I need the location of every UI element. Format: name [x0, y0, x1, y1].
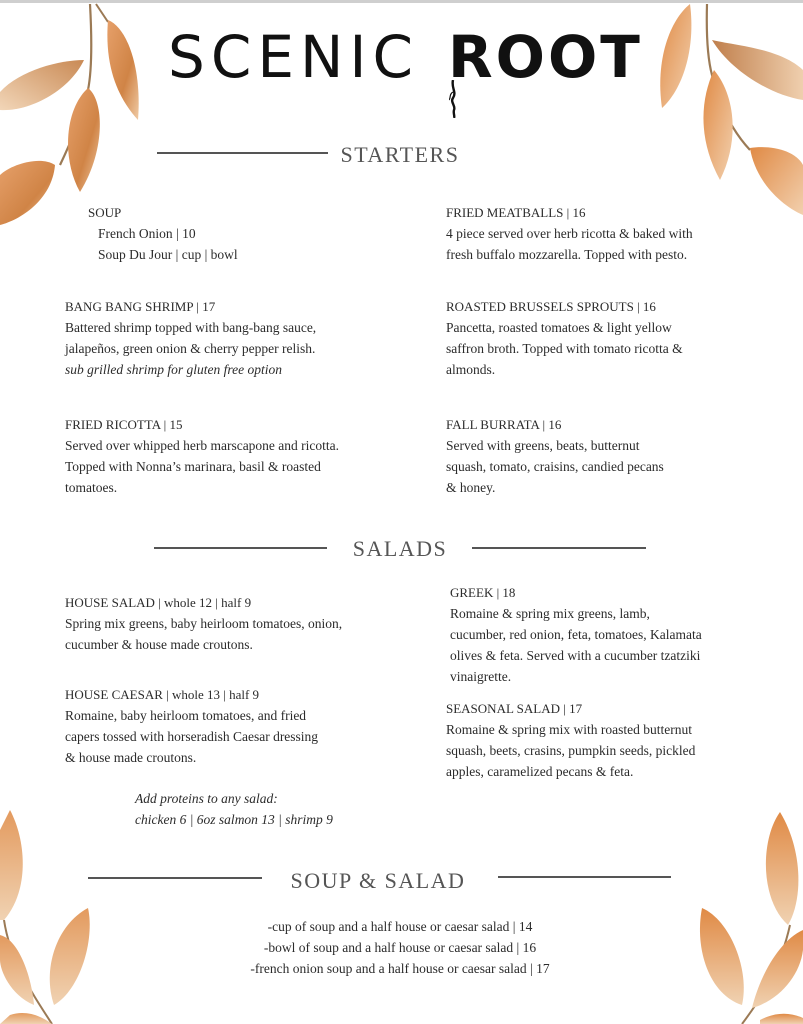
item-desc-line: fresh buffalo mozzarella. Topped with pesto. — [446, 247, 688, 262]
soup-salad-combos — [160, 916, 640, 979]
menu-item-house-caesar — [65, 684, 318, 768]
menu-item-house-salad — [65, 592, 342, 655]
leaf-branch-bottom-right-icon — [690, 800, 803, 1024]
item-desc-line: squash, tomato, craisins, candied pecans — [446, 459, 664, 474]
menu-item-roasted-brussels-sprouts — [446, 296, 683, 380]
menu-item-fried-ricotta — [65, 414, 339, 498]
starters-rule-left — [157, 152, 328, 154]
item-name: FRIED RICOTTA | 15 — [65, 417, 183, 432]
item-desc-line: squash, beets, crasins, pumpkin seeds, pickled — [446, 743, 696, 758]
combo-bowl: -bowl of soup and a half house or caesar salad | 16 — [263, 940, 537, 955]
item-desc-line: vinaigrette. — [450, 669, 512, 684]
item-name: HOUSE CAESAR | whole 13 | half 9 — [65, 687, 260, 702]
soup-salad-rule-left — [88, 877, 262, 879]
proteins-options: chicken 6 | 6oz salmon 13 | shrimp 9 — [135, 812, 333, 827]
logo-scenic: SCENIC — [168, 23, 419, 91]
item-name: SOUP — [88, 205, 122, 220]
salads-rule-left — [154, 547, 327, 549]
add-proteins-note — [135, 788, 333, 830]
section-title-salads: SALADS — [352, 536, 448, 561]
item-desc-line: Romaine & spring mix with roasted butternut — [446, 722, 692, 737]
item-name: BANG BANG SHRIMP | 17 — [65, 299, 216, 314]
combo-cup: -cup of soup and a half house or caesar salad | 14 — [267, 919, 533, 934]
menu-item-greek — [450, 582, 702, 687]
item-name: ROASTED BRUSSELS SPROUTS | 16 — [446, 299, 656, 314]
item-desc-line: tomatoes. — [65, 480, 118, 495]
item-desc-line: Romaine, baby heirloom tomatoes, and fried — [65, 708, 307, 723]
sub-item-french-onion: French Onion | 10 — [98, 226, 196, 241]
item-desc-line: & honey. — [446, 480, 496, 495]
item-desc-line: saffron broth. Topped with tomato ricotta & — [446, 341, 683, 356]
section-title-soup-salad: SOUP & SALAD — [290, 868, 466, 893]
item-desc-line: Topped with Nonna’s marinara, basil & roasted — [65, 459, 321, 474]
salads-rule-right — [472, 547, 646, 549]
menu-item-fried-meatballs — [446, 202, 693, 265]
item-desc-line: 4 piece served over herb ricotta & baked with — [446, 226, 693, 241]
menu-item-bang-bang-shrimp — [65, 296, 316, 380]
item-name: SEASONAL SALAD | 17 — [446, 701, 583, 716]
item-desc-line: Pancetta, roasted tomatoes & light yellow — [446, 320, 672, 335]
item-desc-line: Romaine & spring mix greens, lamb, — [450, 606, 650, 621]
menu-item-seasonal-salad — [446, 698, 695, 782]
item-desc-line: Spring mix greens, baby heirloom tomatoes, onion, — [65, 616, 343, 631]
item-name: FALL BURRATA | 16 — [446, 417, 562, 432]
item-desc-line: Battered shrimp topped with bang-bang sauce, — [65, 320, 317, 335]
item-name: GREEK | 18 — [450, 585, 516, 600]
item-desc-line: cucumber, red onion, feta, tomatoes, Kalamata — [450, 627, 702, 642]
menu-item-soup — [88, 202, 238, 265]
item-desc-line: Served with greens, beats, butternut — [446, 438, 640, 453]
item-desc-line: Served over whipped herb marscapone and ricotta. — [65, 438, 340, 453]
item-desc-line: apples, caramelized pecans & feta. — [446, 764, 634, 779]
combo-french-onion: -french onion soup and a half house or caesar salad | 17 — [250, 961, 550, 976]
item-desc-line: almonds. — [446, 362, 496, 377]
item-name: FRIED MEATBALLS | 16 — [446, 205, 586, 220]
leaf-branch-bottom-left-icon — [0, 800, 110, 1024]
proteins-heading: Add proteins to any salad: — [135, 791, 278, 806]
sub-item-soup-du-jour: Soup Du Jour | cup | bowl — [98, 247, 238, 262]
item-note: sub grilled shrimp for gluten free option — [65, 362, 282, 377]
item-name: HOUSE SALAD | whole 12 | half 9 — [65, 595, 252, 610]
item-desc-line: olives & feta. Served with a cucumber tzatziki — [450, 648, 701, 663]
menu-item-fall-burrata — [446, 414, 664, 498]
item-desc-line: jalapeños, green onion & cherry pepper relish. — [65, 341, 316, 356]
item-desc-line: & house made croutons. — [65, 750, 197, 765]
logo-root: ROOT — [448, 23, 643, 91]
section-title-starters: STARTERS — [340, 142, 460, 167]
item-desc-line: cucumber & house made croutons. — [65, 637, 253, 652]
soup-salad-rule-right — [498, 876, 671, 878]
item-desc-line: capers tossed with horseradish Caesar dressing — [65, 729, 319, 744]
root-tendril-icon — [449, 80, 463, 118]
